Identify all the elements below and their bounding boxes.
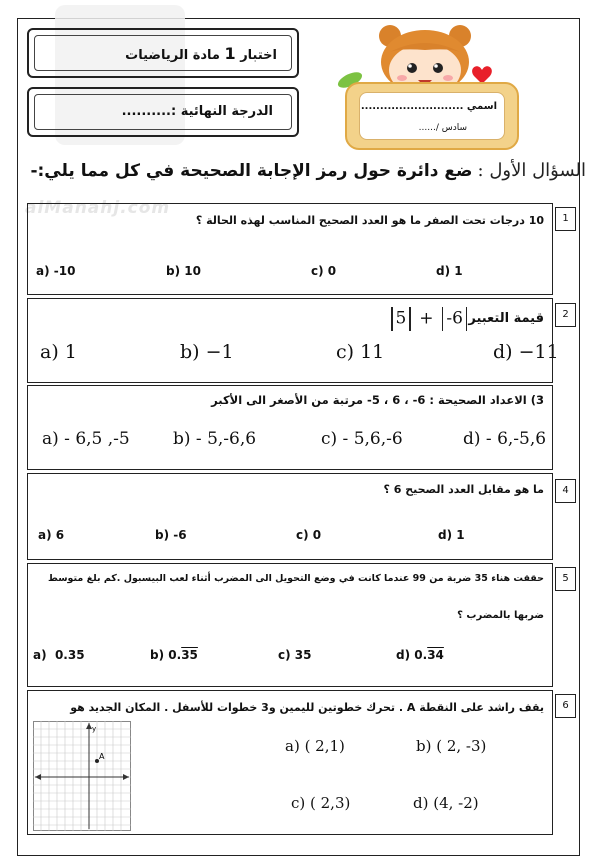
- class-field: سادس /......: [418, 123, 467, 133]
- question-5: [27, 563, 553, 687]
- question-4: [27, 473, 553, 560]
- q2-option-b[interactable]: b) −1: [180, 341, 234, 363]
- q6-option-a[interactable]: a) ( 2,1): [285, 737, 345, 755]
- q3-option-a[interactable]: a) - 6,5 ,-5: [42, 429, 130, 449]
- q4-option-c[interactable]: c) 0: [296, 528, 322, 542]
- q4-option-a[interactable]: a) 6: [38, 528, 65, 542]
- question-5-text-line2: ضربها بالمضرب ؟: [457, 610, 544, 621]
- q5-option-a[interactable]: a) 0.35: [33, 648, 85, 662]
- section-lead: السؤال الأول :: [477, 160, 586, 181]
- question-6-text: يقف راشد على النقطة A . تحرك خطوتين لليمين و3 خطوات للأسفل . المكان الجديد هو: [70, 701, 544, 714]
- q4-option-b[interactable]: b) -6: [155, 528, 187, 542]
- point-a-label: A: [99, 752, 105, 761]
- question-2-number: 2: [555, 303, 576, 327]
- q2-option-a[interactable]: a) 1: [40, 341, 77, 363]
- q1-option-b[interactable]: b) 10: [166, 264, 201, 278]
- question-3: [27, 385, 553, 470]
- q6-option-b[interactable]: b) ( 2, -3): [416, 737, 487, 755]
- q3-option-d[interactable]: d) - 6,-5,6: [463, 429, 547, 449]
- coordinate-grid: [33, 721, 131, 831]
- watermark-site: alManahj.com: [25, 198, 171, 218]
- q6-option-c[interactable]: c) ( 2,3): [291, 794, 351, 812]
- question-2-text: قيمة التعبير: [468, 311, 544, 326]
- question-2: [27, 298, 559, 383]
- q2-expression: 5 + -6: [388, 307, 470, 331]
- q5-option-d[interactable]: d) 0.34: [396, 648, 444, 662]
- q2-option-d[interactable]: d) −11: [493, 341, 559, 363]
- section-instruction: ضع دائرة حول رمز الإجابة الصحيحة في كل مما يلي:-: [30, 161, 473, 181]
- student-name-tag: [345, 82, 519, 150]
- q1-option-c[interactable]: c) 0: [311, 264, 337, 278]
- question-3-text: 3) الاعداد الصحيحة : 6- ، 6 ، 5- مرتبة من الأصغر الى الأكبر: [211, 393, 544, 407]
- section-heading: [30, 160, 586, 181]
- question-6-number: 6: [555, 694, 576, 718]
- q2-option-c[interactable]: c) 11: [336, 341, 385, 363]
- question-5-number: 5: [555, 567, 576, 591]
- student-name-field: اسمي ...........................: [360, 101, 497, 112]
- y-axis-label: y: [92, 725, 97, 733]
- question-4-text: ما هو مقابل العدد الصحيح 6 ؟: [383, 483, 544, 496]
- q6-option-d[interactable]: d) (4, -2): [413, 794, 479, 812]
- q4-option-d[interactable]: d) 1: [438, 528, 465, 542]
- question-1-text: 10 درجات تحت الصفر ما هو العدد الصحيح المناسب لهذه الحالة ؟: [195, 214, 544, 227]
- q3-option-c[interactable]: c) - 5,6,-6: [321, 429, 403, 449]
- q3-option-b[interactable]: b) - 5,-6,6: [173, 429, 257, 449]
- question-6: [27, 690, 553, 835]
- question-5-text-line1: حققت هناء 35 ضربة من 99 عندما كانت في وضع التحويل الى المضرب أثناء لعب البيسبول .كم بلغ متوسط: [48, 573, 544, 584]
- q5-option-c[interactable]: c) 35: [278, 648, 312, 662]
- q1-option-a[interactable]: a) -10: [36, 264, 76, 278]
- q1-option-d[interactable]: d) 1: [436, 264, 463, 278]
- question-4-number: 4: [555, 479, 576, 503]
- exam-title-box: [27, 28, 299, 78]
- final-grade: الدرجة النهائية :..........: [121, 104, 273, 119]
- q5-option-b[interactable]: b) 0.35: [150, 648, 198, 662]
- question-1-number: 1: [555, 207, 576, 231]
- question-1: [27, 203, 553, 295]
- final-grade-box: [27, 87, 299, 137]
- exam-title: اختبار 1 مادة الرياضيات: [125, 44, 277, 63]
